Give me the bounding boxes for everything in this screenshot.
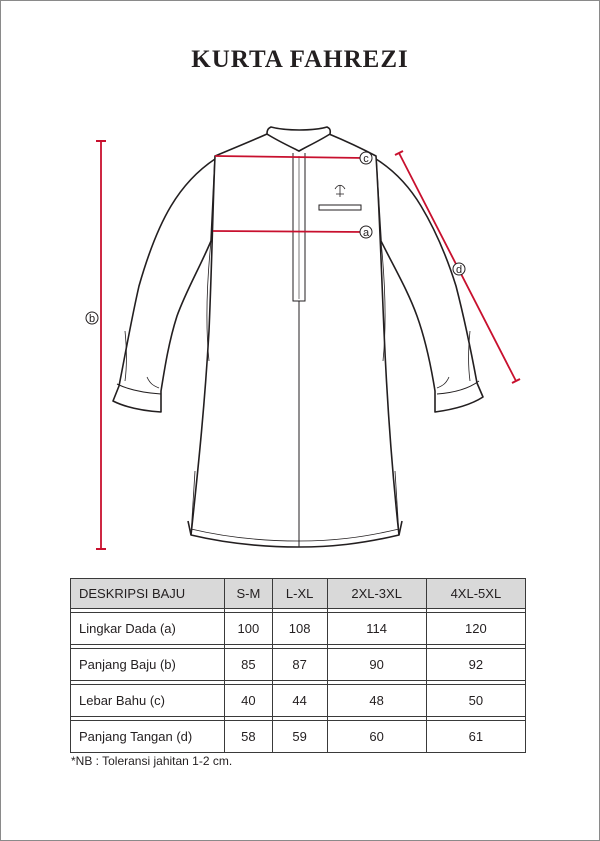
cell-value: 120 [426,613,525,645]
cell-value: 92 [426,649,525,681]
table-row [71,721,526,753]
table-row [71,685,526,717]
table-row [71,613,526,645]
marker-b-label: b [88,313,96,325]
cell-value: 85 [225,649,273,681]
cell-value: 60 [327,721,426,753]
cell-value: 114 [327,613,426,645]
chest-pocket [319,205,361,210]
cell-value: 87 [272,649,327,681]
cell-value: 48 [327,685,426,717]
cell-value: 44 [272,685,327,717]
row-label: Lingkar Dada (a) [71,613,225,645]
row-label: Lebar Bahu (c) [71,685,225,717]
header-description: DESKRIPSI BAJU [71,579,225,609]
cell-value: 40 [225,685,273,717]
tolerance-note: *NB : Toleransi jahitan 1-2 cm. [71,754,233,768]
measure-line-a [213,231,365,232]
row-label: Panjang Baju (b) [71,649,225,681]
cell-value: 50 [426,685,525,717]
table-header-row [71,579,526,609]
cell-value: 58 [225,721,273,753]
size-table [70,578,526,753]
row-label: Panjang Tangan (d) [71,721,225,753]
header-4xl-5xl: 4XL-5XL [426,579,525,609]
cell-value: 108 [272,613,327,645]
header-s-m: S-M [225,579,273,609]
marker-d-label: d [455,264,463,276]
cell-value: 61 [426,721,525,753]
cell-value: 90 [327,649,426,681]
header-2xl-3xl: 2XL-3XL [327,579,426,609]
marker-c-label: c [363,153,369,165]
marker-a-label: a [362,227,370,239]
header-l-xl: L-XL [272,579,327,609]
page-title: KURTA FAHREZI [191,46,409,73]
table-row [71,649,526,681]
cell-value: 100 [225,613,273,645]
cell-value: 59 [272,721,327,753]
kurta-outline [113,127,483,547]
kurta-illustration [1,1,599,571]
